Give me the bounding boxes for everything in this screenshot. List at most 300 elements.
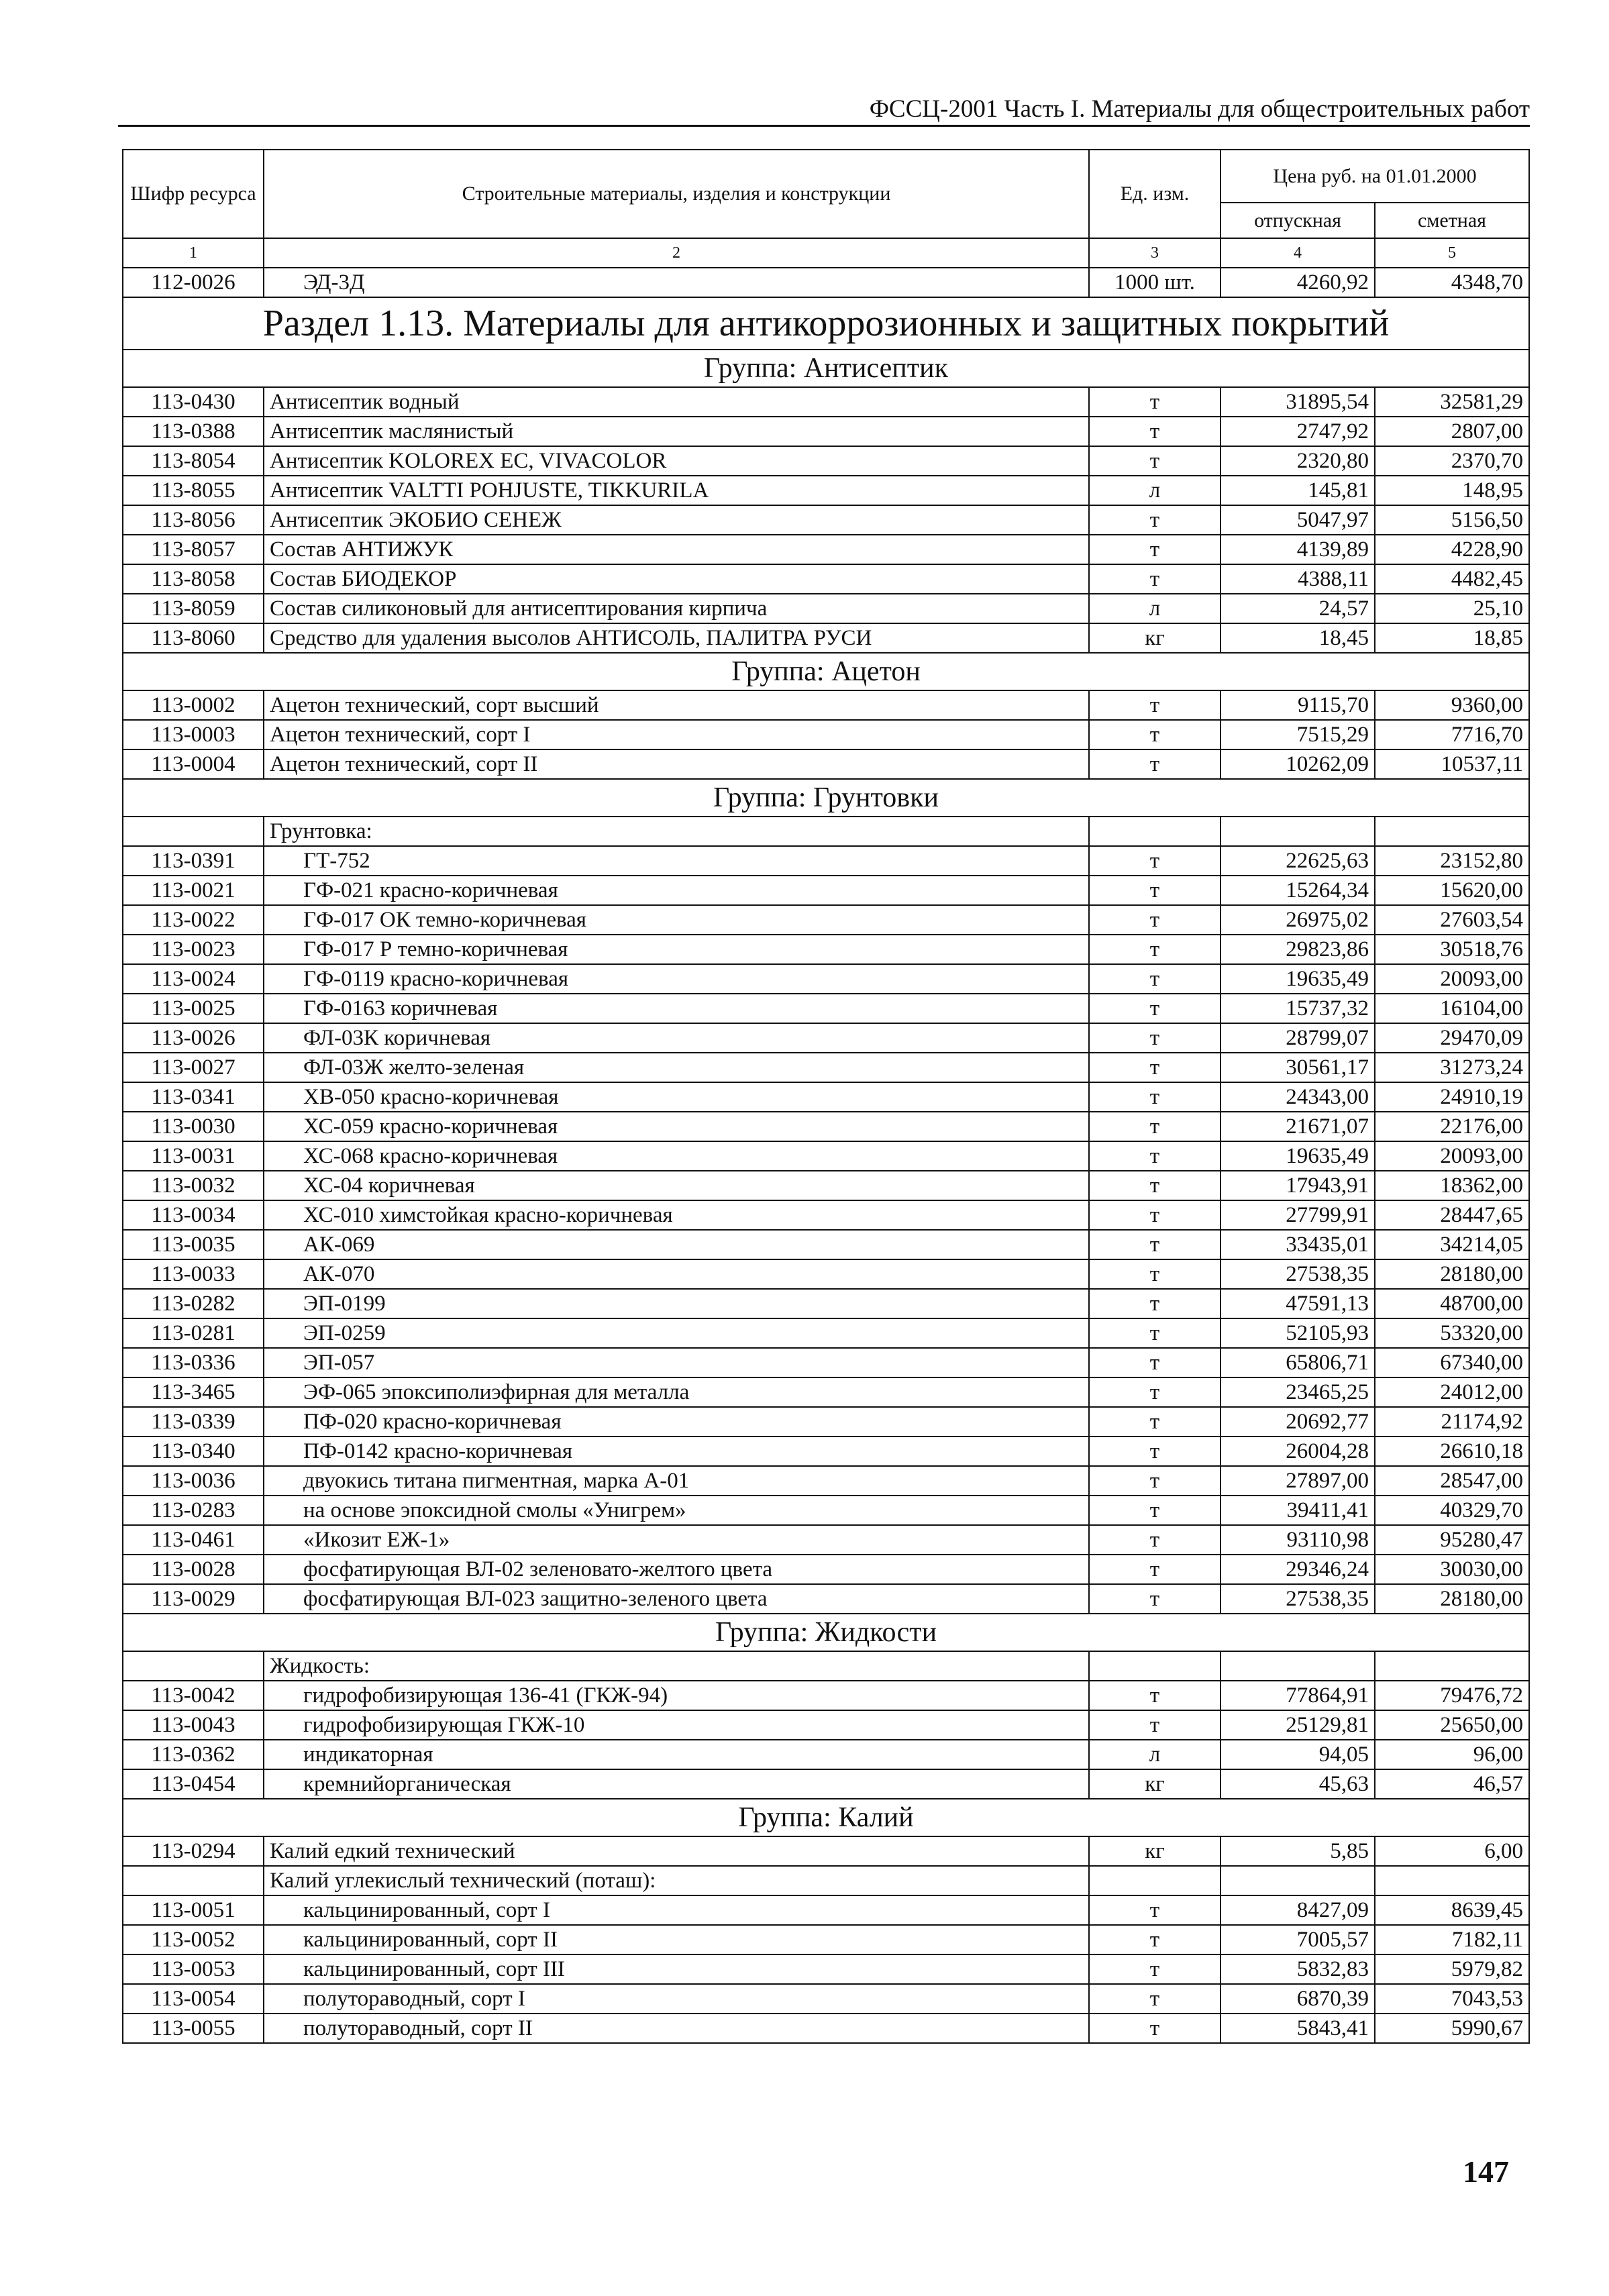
estimate-price: 7182,11 [1375,1925,1529,1954]
resource-code: 113-0034 [123,1200,264,1230]
release-price: 27538,35 [1221,1584,1375,1614]
resource-code: 113-0454 [123,1769,264,1799]
unit: т [1089,1023,1221,1053]
resource-code: 113-0029 [123,1584,264,1614]
release-price: 94,05 [1221,1740,1375,1769]
material-name: Калий едкий технический [264,1836,1089,1866]
resource-code: 113-0052 [123,1925,264,1954]
estimate-price: 26610,18 [1375,1437,1529,1466]
estimate-price: 21174,92 [1375,1407,1529,1437]
column-number: 4 [1221,238,1375,268]
material-name: ФЛ-03К коричневая [264,1023,1089,1053]
table-row [123,564,1529,594]
material-name: кальцинированный, сорт I [264,1895,1089,1925]
resource-code: 113-0461 [123,1525,264,1555]
material-name: ЭФ-065 эпоксиполиэфирная для металла [264,1377,1089,1407]
material-name: Антисептик KOLOREX EC, VIVACOLOR [264,446,1089,476]
material-name: ХС-04 коричневая [264,1171,1089,1200]
material-name: полутораводный, сорт II [264,2014,1089,2043]
estimate-price: 5979,82 [1375,1954,1529,1984]
column-number: 3 [1089,238,1221,268]
unit: т [1089,1954,1221,1984]
resource-code: 113-0055 [123,2014,264,2043]
resource-code: 113-0339 [123,1407,264,1437]
table-row [123,1053,1529,1082]
material-name: ЭД-3Д [264,268,1089,297]
resource-code: 113-0003 [123,720,264,749]
resource-code: 113-0035 [123,1230,264,1259]
estimate-price: 28447,65 [1375,1200,1529,1230]
resource-code: 113-0054 [123,1984,264,2014]
resource-code: 113-0051 [123,1895,264,1925]
material-name: ГТ-752 [264,846,1089,876]
resource-code: 113-8055 [123,476,264,505]
resource-code: 113-0341 [123,1082,264,1112]
resource-code: 113-0340 [123,1437,264,1466]
material-name: Состав силиконовый для антисептирования кирпича [264,594,1089,623]
resource-code: 113-0004 [123,749,264,779]
material-name: ГФ-017 ОК темно-коричневая [264,905,1089,935]
release-price: 9115,70 [1221,690,1375,720]
resource-code: 113-0283 [123,1496,264,1525]
estimate-price: 20093,00 [1375,964,1529,994]
unit: 1000 шт. [1089,268,1221,297]
release-price: 2320,80 [1221,446,1375,476]
unit: т [1089,964,1221,994]
estimate-price: 24910,19 [1375,1082,1529,1112]
unit: т [1089,690,1221,720]
unit: т [1089,505,1221,535]
estimate-price: 7716,70 [1375,720,1529,749]
unit: т [1089,1466,1221,1496]
material-name: АК-069 [264,1230,1089,1259]
table-row [123,1555,1529,1584]
resource-code: 113-0027 [123,1053,264,1082]
release-price-cell [1221,1866,1375,1895]
table-row [123,1895,1529,1925]
material-name: ЭП-0199 [264,1289,1089,1318]
material-name: Антисептик ЭКОБИО СЕНЕЖ [264,505,1089,535]
table-row [123,1082,1529,1112]
group-title: Группа: Грунтовки [123,779,1529,817]
column-numbers-row [123,238,1529,268]
unit: т [1089,1525,1221,1555]
resource-code: 113-8054 [123,446,264,476]
unit: кг [1089,623,1221,653]
unit: л [1089,476,1221,505]
estimate-price: 23152,80 [1375,846,1529,876]
release-price: 39411,41 [1221,1496,1375,1525]
table-row [123,1769,1529,1799]
table-row [123,1171,1529,1200]
estimate-price: 30518,76 [1375,935,1529,964]
unit: т [1089,1259,1221,1289]
unit: т [1089,2014,1221,2043]
subheading-row [123,817,1529,846]
code-cell [123,1866,264,1895]
estimate-price: 34214,05 [1375,1230,1529,1259]
unit: т [1089,935,1221,964]
release-price: 27538,35 [1221,1259,1375,1289]
estimate-price: 40329,70 [1375,1496,1529,1525]
table-row [123,476,1529,505]
page-number: 147 [1463,2154,1509,2189]
release-price: 26004,28 [1221,1437,1375,1466]
release-price: 4139,89 [1221,535,1375,564]
section-row [123,297,1529,350]
unit: кг [1089,1769,1221,1799]
estimate-price: 24012,00 [1375,1377,1529,1407]
release-price: 24343,00 [1221,1082,1375,1112]
material-name: ФЛ-03Ж желто-зеленая [264,1053,1089,1082]
unit: т [1089,994,1221,1023]
header-code: Шифр ресурса [123,150,264,238]
group-row [123,779,1529,817]
unit: т [1089,1555,1221,1584]
resource-code: 113-0023 [123,935,264,964]
release-price-cell [1221,1651,1375,1681]
table-row [123,1259,1529,1289]
group-title: Группа: Ацетон [123,653,1529,690]
table-row [123,1377,1529,1407]
material-name: ХС-068 красно-коричневая [264,1141,1089,1171]
release-price: 19635,49 [1221,964,1375,994]
material-name: фосфатирующая ВЛ-023 защитно-зеленого цвета [264,1584,1089,1614]
estimate-price: 29470,09 [1375,1023,1529,1053]
resource-code: 113-8058 [123,564,264,594]
release-price: 52105,93 [1221,1318,1375,1348]
resource-code: 113-8057 [123,535,264,564]
header-name: Строительные материалы, изделия и конструкции [264,150,1089,238]
group-row [123,653,1529,690]
release-price: 5047,97 [1221,505,1375,535]
estimate-price: 2807,00 [1375,417,1529,446]
unit: т [1089,1407,1221,1437]
estimate-price: 8639,45 [1375,1895,1529,1925]
resource-code: 113-8059 [123,594,264,623]
unit: т [1089,1348,1221,1377]
table-row [123,1984,1529,2014]
table-row [123,876,1529,905]
release-price: 4260,92 [1221,268,1375,297]
estimate-price: 30030,00 [1375,1555,1529,1584]
resource-code: 113-0282 [123,1289,264,1318]
material-name: Состав БИОДЕКОР [264,564,1089,594]
estimate-price: 10537,11 [1375,749,1529,779]
estimate-price: 2370,70 [1375,446,1529,476]
table-row [123,1348,1529,1377]
group-row [123,1614,1529,1651]
unit: т [1089,1984,1221,2014]
material-name: «Икозит ЕЖ-1» [264,1525,1089,1555]
unit-cell [1089,1866,1221,1895]
release-price: 93110,98 [1221,1525,1375,1555]
release-price: 31895,54 [1221,387,1375,417]
estimate-price: 95280,47 [1375,1525,1529,1555]
estimate-price: 79476,72 [1375,1681,1529,1710]
resource-code: 113-0025 [123,994,264,1023]
material-name: на основе эпоксидной смолы «Унигрем» [264,1496,1089,1525]
unit: т [1089,1584,1221,1614]
resource-code: 113-8060 [123,623,264,653]
code-cell [123,817,264,846]
table-row [123,2014,1529,2043]
table-row [123,905,1529,935]
table-row [123,1466,1529,1496]
estimate-price: 16104,00 [1375,994,1529,1023]
table-row [123,935,1529,964]
estimate-price: 7043,53 [1375,1984,1529,2014]
estimate-price: 96,00 [1375,1740,1529,1769]
unit: т [1089,564,1221,594]
material-name: кальцинированный, сорт II [264,1925,1089,1954]
unit: т [1089,1082,1221,1112]
material-name: Антисептик VALTTI POHJUSTE, TIKKURILA [264,476,1089,505]
table-row [123,690,1529,720]
table-row [123,1407,1529,1437]
release-price: 27799,91 [1221,1200,1375,1230]
release-price: 5832,83 [1221,1954,1375,1984]
release-price: 2747,92 [1221,417,1375,446]
table-row [123,1740,1529,1769]
release-price: 7005,57 [1221,1925,1375,1954]
estimate-price: 148,95 [1375,476,1529,505]
resource-code: 113-0294 [123,1836,264,1866]
unit: т [1089,446,1221,476]
release-price: 22625,63 [1221,846,1375,876]
unit: т [1089,1053,1221,1082]
release-price: 10262,09 [1221,749,1375,779]
table-row [123,1710,1529,1740]
table-row [123,1496,1529,1525]
estimate-price: 5156,50 [1375,505,1529,535]
release-price: 25129,81 [1221,1710,1375,1740]
unit: т [1089,1230,1221,1259]
estimate-price: 28180,00 [1375,1584,1529,1614]
resource-code: 113-0002 [123,690,264,720]
table-row [123,1681,1529,1710]
release-price: 19635,49 [1221,1141,1375,1171]
unit: т [1089,749,1221,779]
material-name: Ацетон технический, сорт I [264,720,1089,749]
unit: т [1089,1925,1221,1954]
resource-code: 113-8056 [123,505,264,535]
release-price: 21671,07 [1221,1112,1375,1141]
material-name: ПФ-020 красно-коричневая [264,1407,1089,1437]
resource-code: 113-0391 [123,846,264,876]
resource-code: 113-0388 [123,417,264,446]
material-name: кремнийорганическая [264,1769,1089,1799]
estimate-price: 46,57 [1375,1769,1529,1799]
resource-code: 112-0026 [123,268,264,297]
table-row [123,594,1529,623]
release-price: 28799,07 [1221,1023,1375,1053]
resource-code: 113-0031 [123,1141,264,1171]
unit: т [1089,1141,1221,1171]
release-price: 6870,39 [1221,1984,1375,2014]
unit: т [1089,1171,1221,1200]
unit-cell [1089,817,1221,846]
table-row [123,749,1529,779]
release-price: 33435,01 [1221,1230,1375,1259]
unit: т [1089,417,1221,446]
release-price: 15264,34 [1221,876,1375,905]
table-row [123,846,1529,876]
table-row [123,1318,1529,1348]
table-row [123,1289,1529,1318]
unit: т [1089,1112,1221,1141]
release-price: 65806,71 [1221,1348,1375,1377]
estimate-price-cell [1375,817,1529,846]
table-row [123,994,1529,1023]
material-name: ГФ-0119 красно-коричневая [264,964,1089,994]
unit: т [1089,720,1221,749]
resource-code: 113-0042 [123,1681,264,1710]
unit: кг [1089,1836,1221,1866]
resource-code: 113-0430 [123,387,264,417]
resource-code: 113-0026 [123,1023,264,1053]
unit: т [1089,1437,1221,1466]
estimate-price: 15620,00 [1375,876,1529,905]
subheading-row [123,1651,1529,1681]
table-row [123,964,1529,994]
unit: т [1089,1289,1221,1318]
group-title: Группа: Жидкости [123,1614,1529,1651]
material-name: ЭП-057 [264,1348,1089,1377]
table-row [123,268,1529,297]
unit: т [1089,1318,1221,1348]
table-row [123,1230,1529,1259]
table-body [123,268,1529,2043]
estimate-price: 31273,24 [1375,1053,1529,1082]
resource-code: 113-0028 [123,1555,264,1584]
material-name: Антисептик маслянистый [264,417,1089,446]
material-name: ХВ-050 красно-коричневая [264,1082,1089,1112]
release-price-cell [1221,817,1375,846]
subheading-label: Калий углекислый технический (поташ): [264,1866,1089,1895]
material-name: фосфатирующая ВЛ-02 зеленовато-желтого цвета [264,1555,1089,1584]
estimate-price-cell [1375,1866,1529,1895]
table-row [123,623,1529,653]
unit: т [1089,1681,1221,1710]
unit-cell [1089,1651,1221,1681]
resource-code: 113-0030 [123,1112,264,1141]
table-row [123,1112,1529,1141]
estimate-price: 27603,54 [1375,905,1529,935]
resource-code: 113-0033 [123,1259,264,1289]
estimate-price: 32581,29 [1375,387,1529,417]
material-name: Средство для удаления высолов АНТИСОЛЬ, ПАЛИТРА РУСИ [264,623,1089,653]
unit: т [1089,1496,1221,1525]
release-price: 30561,17 [1221,1053,1375,1082]
estimate-price: 20093,00 [1375,1141,1529,1171]
section-title: Раздел 1.13. Материалы для антикоррозионных и защитных покрытий [123,297,1529,350]
estimate-price: 4348,70 [1375,268,1529,297]
column-number: 5 [1375,238,1529,268]
table-row [123,1437,1529,1466]
material-name: ХС-010 химстойкая красно-коричневая [264,1200,1089,1230]
material-name: Состав АНТИЖУК [264,535,1089,564]
release-price: 29346,24 [1221,1555,1375,1584]
group-title: Группа: Антисептик [123,350,1529,387]
unit: т [1089,1377,1221,1407]
table-row [123,720,1529,749]
unit: л [1089,1740,1221,1769]
resource-code: 113-0024 [123,964,264,994]
subheading-row [123,1866,1529,1895]
release-price: 27897,00 [1221,1466,1375,1496]
release-price: 29823,86 [1221,935,1375,964]
subheading-label: Жидкость: [264,1651,1089,1681]
estimate-price: 5990,67 [1375,2014,1529,2043]
subheading-label: Грунтовка: [264,817,1089,846]
estimate-price: 4482,45 [1375,564,1529,594]
unit: л [1089,594,1221,623]
table-row [123,1954,1529,1984]
material-name: ГФ-021 красно-коричневая [264,876,1089,905]
material-name: ЭП-0259 [264,1318,1089,1348]
release-price: 24,57 [1221,594,1375,623]
estimate-price: 9360,00 [1375,690,1529,720]
material-name: гидрофобизирующая 136-41 (ГКЖ-94) [264,1681,1089,1710]
release-price: 5,85 [1221,1836,1375,1866]
table-row [123,505,1529,535]
resource-code: 113-0336 [123,1348,264,1377]
material-name: ГФ-0163 коричневая [264,994,1089,1023]
resource-code: 113-0022 [123,905,264,935]
resource-code: 113-0036 [123,1466,264,1496]
resource-code: 113-0043 [123,1710,264,1740]
material-name: АК-070 [264,1259,1089,1289]
release-price: 18,45 [1221,623,1375,653]
estimate-price: 67340,00 [1375,1348,1529,1377]
resource-code: 113-3465 [123,1377,264,1407]
resource-code: 113-0281 [123,1318,264,1348]
column-number: 2 [264,238,1089,268]
release-price: 4388,11 [1221,564,1375,594]
unit: т [1089,846,1221,876]
resource-code: 113-0053 [123,1954,264,1984]
group-title: Группа: Калий [123,1799,1529,1836]
estimate-price: 28180,00 [1375,1259,1529,1289]
unit: т [1089,876,1221,905]
table-row [123,1584,1529,1614]
estimate-price: 18362,00 [1375,1171,1529,1200]
estimate-price-cell [1375,1651,1529,1681]
table-row [123,446,1529,476]
unit: т [1089,1200,1221,1230]
table-row [123,535,1529,564]
table-row [123,1141,1529,1171]
release-price: 145,81 [1221,476,1375,505]
material-name: гидрофобизирующая ГКЖ-10 [264,1710,1089,1740]
release-price: 26975,02 [1221,905,1375,935]
table-row [123,1023,1529,1053]
release-price: 77864,91 [1221,1681,1375,1710]
estimate-price: 53320,00 [1375,1318,1529,1348]
estimate-price: 22176,00 [1375,1112,1529,1141]
group-row [123,1799,1529,1836]
release-price: 20692,77 [1221,1407,1375,1437]
release-price: 8427,09 [1221,1895,1375,1925]
material-name: ХС-059 красно-коричневая [264,1112,1089,1141]
table-row [123,1836,1529,1866]
header-price: Цена руб. на 01.01.2000 [1221,150,1529,203]
material-name: Ацетон технический, сорт высший [264,690,1089,720]
resource-code: 113-0032 [123,1171,264,1200]
unit: т [1089,1895,1221,1925]
material-name: Антисептик водный [264,387,1089,417]
